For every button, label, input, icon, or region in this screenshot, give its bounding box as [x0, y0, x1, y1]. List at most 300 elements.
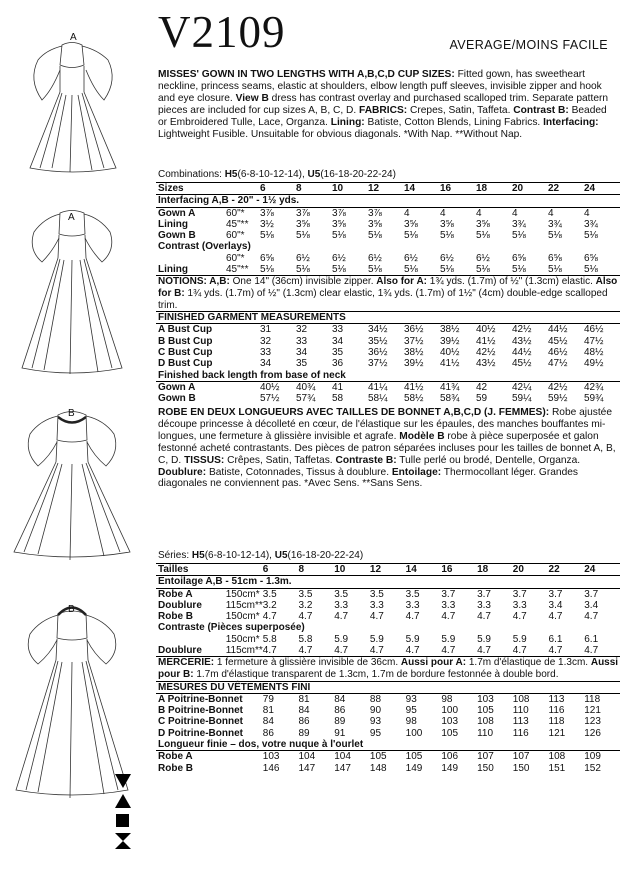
value-cell: 4.7	[548, 611, 563, 623]
value-cell: 32	[296, 324, 332, 336]
interfacing-label: Interfacing:	[543, 116, 599, 128]
size-header-cell: 10	[334, 564, 370, 576]
dress-figure-a1	[30, 43, 116, 173]
value-cell: 98	[441, 693, 477, 705]
value-cell: 105	[477, 705, 494, 717]
row-width: 45"**	[226, 218, 249, 230]
modele-b-text: robe à pièce superposée et galon festonné acheté contrastants. Des pièces de patron séparées incluses pour les tailles de bonnet A, B, C, D.	[158, 430, 616, 466]
value-cell: 6½	[368, 252, 382, 264]
value-cell: 4.7	[262, 645, 277, 657]
value-cell: 3.3	[477, 599, 491, 611]
value-cell: 57¾	[296, 393, 316, 405]
contrast-label: Contrast (Overlays)	[158, 241, 251, 253]
mesures-heading-row	[156, 681, 620, 693]
triangle-down-icon	[115, 774, 131, 788]
contrast-b-label: Contrast B:	[513, 104, 569, 116]
value-cell: 4.7	[262, 611, 277, 623]
value-cell: 4.7	[405, 611, 420, 623]
value-cell: 6½	[332, 252, 346, 264]
value-cell: 3.7	[477, 588, 513, 600]
value-cell: 31	[260, 324, 296, 336]
combination-h5: H5	[224, 169, 238, 180]
value-cell: 4.7	[298, 611, 313, 623]
value-cell: 3.5	[406, 588, 442, 600]
value-cell: 5⅛	[476, 230, 490, 242]
value-cell: 4.7	[369, 611, 384, 623]
combination-u5: U5	[274, 550, 288, 561]
value-cell: 47½	[584, 335, 604, 347]
row-label: D Bust Cup	[158, 358, 213, 370]
value-cell: 104	[334, 751, 370, 763]
row-width: 115cm**	[225, 645, 263, 657]
value-cell: 107	[477, 751, 513, 763]
value-cell: 36	[332, 358, 344, 370]
entoilage-label: Entoilage:	[391, 466, 442, 478]
combination-h5: H5	[191, 550, 205, 561]
value-cell: 5⅛	[584, 264, 598, 276]
contraste-b-text: Tulle perlé ou brodé, Dentelle, Organza.	[399, 454, 581, 466]
notions-b-label: Also for B:	[158, 276, 618, 299]
size-header-label: Tailles	[156, 564, 226, 576]
value-cell: 147	[298, 762, 316, 774]
size-header-cell: 12	[370, 564, 406, 576]
value-cell: 3¾	[512, 218, 526, 230]
value-cell: 34	[260, 358, 272, 370]
size-header-cell: 22	[548, 183, 584, 195]
size-header-cell: 18	[476, 183, 512, 195]
table-row	[156, 716, 620, 727]
value-cell: 5⅛	[404, 230, 418, 242]
value-cell: 40¾	[296, 381, 332, 393]
notions	[156, 276, 620, 312]
row-label: Robe A	[156, 751, 263, 763]
entoilage-text: Thermocollant léger. Grandes diagonales ne conviennent pas. *Avec Sens. **Sans Sens.	[158, 466, 578, 490]
row-label: C Poitrine-Bonnet	[158, 716, 243, 728]
notions-row	[156, 276, 620, 312]
row-width: 150cm*	[225, 611, 260, 623]
notions-b-text: 1¾ yds. (1.7m) of ½" (1.3cm) clear elastic, 1¾ yds. (1.7m) of 1½" (4cm) double-edge scalloped trim.	[158, 287, 608, 311]
value-cell: 5⅛	[440, 264, 454, 276]
value-cell: 4.7	[298, 645, 313, 657]
value-cell: 95	[369, 727, 382, 739]
value-cell: 91	[334, 727, 346, 739]
value-cell: 95	[405, 705, 417, 717]
value-cell: 3.7	[549, 588, 585, 600]
value-cell: 4.7	[477, 645, 491, 657]
row-label: Robe A	[156, 588, 226, 600]
finished-measurements-heading: FINISHED GARMENT MEASUREMENTS	[156, 312, 620, 324]
value-cell: 86	[262, 727, 274, 739]
value-cell: 4	[404, 207, 440, 219]
value-cell: 4.7	[334, 611, 349, 623]
value-cell: 3.7	[513, 588, 549, 600]
value-cell: 89	[334, 716, 346, 728]
value-cell: 44½	[512, 347, 532, 359]
contraste-label: Contraste (Pièces superposée)	[158, 622, 305, 634]
description-en	[158, 69, 618, 140]
size-header-label: Sizes	[156, 183, 226, 195]
value-cell: 59	[476, 393, 488, 405]
value-cell: 6.1	[584, 633, 599, 645]
value-cell: 89	[298, 727, 310, 739]
combination-h5-sizes: (6-8-10-12-14),	[237, 169, 305, 180]
size-header-cell: 6	[263, 564, 299, 576]
value-cell: 5.9	[477, 633, 491, 645]
table-row	[156, 336, 620, 347]
value-cell: 5⅛	[260, 230, 274, 242]
value-cell: 41½	[476, 335, 496, 347]
value-cell: 5⅛	[584, 230, 598, 242]
value-cell: 149	[441, 762, 459, 774]
value-cell: 59¼	[512, 393, 532, 405]
value-cell: 88	[370, 693, 406, 705]
row-label: Gown A	[156, 207, 226, 219]
yardage-table-fr	[156, 563, 620, 774]
notions-label: NOTIONS: A,B:	[158, 276, 230, 288]
value-cell: 36½	[404, 324, 440, 336]
value-cell: 49½	[584, 358, 604, 370]
value-cell: 86	[334, 705, 346, 717]
value-cell: 35	[296, 358, 308, 370]
value-cell: 3.5	[298, 588, 334, 600]
value-cell: 118	[548, 716, 565, 728]
table-row	[156, 693, 620, 705]
mercerie-row	[156, 657, 620, 681]
longueur-heading-row	[156, 739, 620, 751]
value-cell: 39½	[404, 358, 424, 370]
spacer-cell	[226, 564, 263, 576]
size-header-cell: 16	[440, 183, 476, 195]
description-title: MISSES' GOWN IN TWO LENGTHS WITH A,B,C,D CUP SIZES:	[158, 69, 455, 80]
value-cell: 40½	[476, 324, 512, 336]
figure-column	[0, 0, 150, 871]
value-cell: 3.4	[584, 599, 599, 611]
value-cell: 150	[477, 762, 494, 774]
description-body: Robe ajustée découpe princesse à décolleté en cœur, de l'élastique sur les épaules, des manches bouffantes mi-longues, une fermeture à glissière invisible et agrafe.	[158, 407, 612, 442]
table-row	[156, 324, 620, 336]
back-length-heading: Finished back length from base of neck	[158, 369, 346, 381]
table-row	[156, 600, 620, 611]
notions-text: One 14" (36cm) invisible zipper.	[232, 276, 374, 288]
value-cell: 58¼	[368, 393, 388, 405]
value-cell: 34	[332, 335, 344, 347]
value-cell: 108	[513, 693, 549, 705]
value-cell: 42	[476, 381, 512, 393]
value-cell: 6.1	[548, 633, 563, 645]
value-cell: 105	[370, 751, 406, 763]
value-cell: 59¾	[584, 393, 604, 405]
entoilage-line-row	[156, 576, 620, 588]
value-cell: 5⅛	[260, 264, 274, 276]
value-cell: 3.2	[262, 599, 277, 611]
size-header-cell: 24	[584, 564, 620, 576]
size-header-row	[156, 183, 620, 195]
value-cell: 150	[512, 762, 530, 774]
value-cell: 3⅞	[332, 207, 368, 219]
contraste-label-row	[156, 622, 620, 633]
value-cell: 36½	[368, 347, 388, 359]
value-cell: 4	[440, 207, 476, 219]
value-cell: 93	[369, 716, 382, 728]
value-cell: 107	[513, 751, 549, 763]
mercerie-b-label: Aussi pour B:	[158, 657, 619, 680]
view-b-text: dress has contrast overlay and purchased scalloped trim. Separate pattern pieces are included for cup sizes A, B, C, D.	[158, 92, 609, 116]
value-cell: 121	[548, 727, 566, 739]
value-cell: 42¾	[584, 381, 620, 393]
value-cell: 118	[584, 693, 620, 705]
value-cell: 149	[405, 762, 423, 774]
row-width: 150cm*	[225, 633, 260, 645]
row-label: A Bust Cup	[156, 324, 260, 336]
contraste-b-label: Contraste B:	[335, 454, 397, 466]
interfacing-line: Interfacing A,B - 20" - 1½ yds.	[158, 195, 300, 207]
value-cell: 6½	[440, 252, 454, 264]
value-cell: 46½	[584, 324, 620, 336]
row-width: 45"**	[226, 264, 249, 276]
hourglass-icon	[115, 833, 131, 849]
size-header-row	[156, 564, 620, 576]
table-row	[156, 219, 620, 230]
size-header-cell: 16	[441, 564, 477, 576]
interfacing-line-row	[156, 195, 620, 207]
table-row	[156, 230, 620, 241]
value-cell: 5.9	[405, 633, 420, 645]
combination-h5-sizes: (6-8-10-12-14),	[204, 550, 272, 561]
value-cell: 146	[262, 762, 280, 774]
value-cell: 100	[441, 705, 459, 717]
row-label: B Bust Cup	[158, 335, 213, 347]
lining-text: Batiste, Cotton Blends, Lining Fabrics.	[367, 116, 541, 128]
size-header-cell: 20	[513, 564, 549, 576]
lining-label: Lining:	[330, 116, 365, 128]
figure-label: B	[68, 604, 75, 615]
triangle-up-icon	[115, 794, 131, 808]
table-row	[156, 763, 620, 774]
value-cell: 103	[441, 716, 459, 728]
value-cell: 5.8	[298, 633, 313, 645]
row-width: 60"*	[226, 230, 245, 242]
value-cell: 6⅝	[584, 252, 598, 264]
value-cell: 40½	[260, 381, 296, 393]
value-cell: 116	[548, 705, 565, 717]
value-cell: 43½	[512, 335, 532, 347]
value-cell: 151	[548, 762, 566, 774]
value-cell: 81	[262, 705, 274, 717]
value-cell: 4	[548, 207, 584, 219]
square-icon	[116, 814, 129, 827]
value-cell: 32	[260, 335, 272, 347]
fabrics-label: FABRICS:	[359, 104, 408, 116]
back-length-heading-row	[156, 370, 620, 382]
table-row	[156, 634, 620, 645]
value-cell: 90	[369, 705, 382, 717]
value-cell: 3.5	[263, 588, 299, 600]
yardage-table-en	[156, 182, 620, 405]
value-cell: 33	[296, 335, 308, 347]
description-body: Fitted gown, has sweetheart neckline, princess seams, elastic at shoulders, elbow length puff sleeves, invisible zipper and hook and eye closure.	[158, 69, 602, 104]
value-cell: 5⅛	[296, 264, 310, 276]
table-row	[156, 381, 620, 393]
tissus-text: Crêpes, Satin, Taffetas.	[227, 454, 333, 466]
value-cell: 5.8	[262, 633, 277, 645]
value-cell: 33	[332, 324, 368, 336]
description-title: ROBE EN DEUX LONGUEURS AVEC TAILLES DE BONNET A,B,C,D (J. FEMMES):	[158, 407, 550, 418]
size-header-cell: 8	[298, 564, 334, 576]
value-cell: 79	[263, 693, 299, 705]
mercerie-label: MERCERIE:	[158, 657, 215, 669]
interfacing-text: Lightweight Fusible. Unsuitable for obvious diagonals. *With Nap. **Without Nap.	[158, 128, 523, 140]
value-cell: 39½	[440, 335, 460, 347]
value-cell: 4	[584, 207, 620, 219]
notions-a-label: Also for A:	[376, 276, 428, 288]
mercerie-text: 1 fermeture à glissière invisible de 36cm.	[216, 657, 399, 669]
value-cell: 3⅝	[404, 218, 418, 230]
value-cell: 3½	[260, 218, 274, 230]
longueur-heading: Longueur finie – dos, votre nuque à l'ourlet	[158, 739, 364, 751]
table-row	[156, 393, 620, 404]
value-cell: 3⅞	[260, 207, 296, 219]
combination-u5-sizes: (16-18-20-22-24)	[320, 169, 396, 180]
value-cell: 105	[406, 751, 442, 763]
value-cell: 5⅛	[296, 230, 310, 242]
value-cell: 5⅛	[368, 264, 382, 276]
table-row	[156, 207, 620, 219]
value-cell: 4.7	[405, 645, 420, 657]
table-row	[156, 611, 620, 622]
value-cell: 103	[477, 693, 513, 705]
value-cell: 86	[298, 716, 310, 728]
value-cell: 123	[584, 716, 601, 728]
value-cell: 6½	[476, 252, 490, 264]
value-cell: 3⅞	[368, 207, 404, 219]
row-label: B Poitrine-Bonnet	[158, 705, 243, 717]
value-cell: 44½	[548, 324, 584, 336]
value-cell: 6½	[296, 252, 310, 264]
figure-label: A	[70, 32, 77, 43]
value-cell: 103	[263, 751, 299, 763]
value-cell: 47½	[548, 358, 568, 370]
value-cell: 35	[332, 347, 344, 359]
mercerie-a-text: 1.7m d'élastique de 1.3cm.	[468, 657, 589, 669]
value-cell: 5⅛	[476, 264, 490, 276]
value-cell: 6⅝	[260, 252, 274, 264]
description-fr	[158, 407, 618, 490]
value-cell: 37½	[404, 335, 424, 347]
difficulty-label: AVERAGE/MOINS FACILE	[449, 38, 608, 52]
row-width: 60"*	[226, 252, 245, 264]
value-cell: 4.7	[584, 645, 599, 657]
value-cell: 110	[477, 727, 494, 739]
value-cell: 4.7	[334, 645, 349, 657]
size-header-cell: 10	[332, 183, 368, 195]
value-cell: 38½	[404, 347, 424, 359]
value-cell: 41¼	[368, 381, 404, 393]
value-cell: 116	[512, 727, 529, 739]
combinations-en	[158, 169, 396, 180]
value-cell: 45½	[512, 358, 532, 370]
value-cell: 48½	[584, 347, 604, 359]
value-cell: 152	[584, 762, 601, 774]
size-header-cell: 8	[296, 183, 332, 195]
mercerie	[156, 657, 620, 681]
pattern-number: V2109	[158, 7, 286, 57]
value-cell: 42½	[476, 347, 496, 359]
row-label: Doublure	[158, 645, 202, 657]
size-header-cell: 22	[549, 564, 585, 576]
value-cell: 37½	[368, 358, 388, 370]
value-cell: 41½	[404, 381, 440, 393]
value-cell: 45½	[548, 335, 568, 347]
value-cell: 3⅝	[440, 218, 454, 230]
dress-illustrations	[0, 0, 150, 871]
spacer-cell	[226, 183, 260, 195]
value-cell: 3.3	[441, 599, 456, 611]
value-cell: 93	[406, 693, 442, 705]
value-cell: 3.3	[405, 599, 420, 611]
value-cell: 4.7	[477, 611, 491, 623]
value-cell: 104	[298, 751, 334, 763]
value-cell: 3¾	[548, 218, 562, 230]
value-cell: 84	[334, 693, 370, 705]
table-row	[156, 728, 620, 739]
value-cell: 5⅛	[368, 230, 382, 242]
dress-figure-b1	[14, 412, 130, 561]
value-cell: 3.7	[584, 588, 620, 600]
value-cell: 4	[512, 207, 548, 219]
value-cell: 35½	[368, 335, 388, 347]
value-cell: 40½	[440, 347, 460, 359]
row-label: C Bust Cup	[158, 347, 213, 359]
value-cell: 110	[512, 705, 529, 717]
value-cell: 43½	[476, 358, 496, 370]
value-cell: 5⅛	[548, 230, 562, 242]
value-cell: 81	[298, 693, 334, 705]
table-row	[156, 588, 620, 600]
value-cell: 5⅛	[404, 264, 418, 276]
value-cell: 113	[512, 716, 529, 728]
combination-u5: U5	[307, 169, 321, 180]
value-cell: 59½	[548, 393, 568, 405]
size-header-cell: 24	[584, 183, 620, 195]
value-cell: 3.5	[370, 588, 406, 600]
value-cell: 4.7	[512, 645, 527, 657]
value-cell: 41	[332, 381, 368, 393]
value-cell: 5.9	[441, 633, 456, 645]
table-row	[156, 264, 620, 276]
tissus-label: TISSUS:	[184, 454, 225, 466]
value-cell: 106	[441, 751, 477, 763]
figure-label: A	[68, 212, 75, 223]
row-width: 115cm**	[225, 599, 263, 611]
value-cell: 3.5	[334, 588, 370, 600]
table-row	[156, 253, 620, 264]
value-cell: 126	[584, 727, 601, 739]
table-row	[156, 751, 620, 763]
size-header-cell: 18	[477, 564, 513, 576]
mesures-heading: MESURES DU VÊTEMENTS FINI	[156, 681, 620, 693]
fabrics-text: Crepes, Satin, Taffeta.	[409, 104, 511, 116]
value-cell: 34	[296, 347, 308, 359]
row-label: Lining	[158, 218, 188, 230]
notions-a-text: 1¾ yds. (1.7m) of ½" (1.3cm) elastic.	[429, 276, 593, 288]
value-cell: 4.7	[369, 645, 384, 657]
value-cell: 3.4	[548, 599, 563, 611]
value-cell: 98	[405, 716, 417, 728]
value-cell: 147	[334, 762, 351, 774]
row-label: D Poitrine-Bonnet	[158, 727, 243, 739]
row-label: Gown B	[158, 393, 196, 405]
value-cell: 46½	[548, 347, 568, 359]
